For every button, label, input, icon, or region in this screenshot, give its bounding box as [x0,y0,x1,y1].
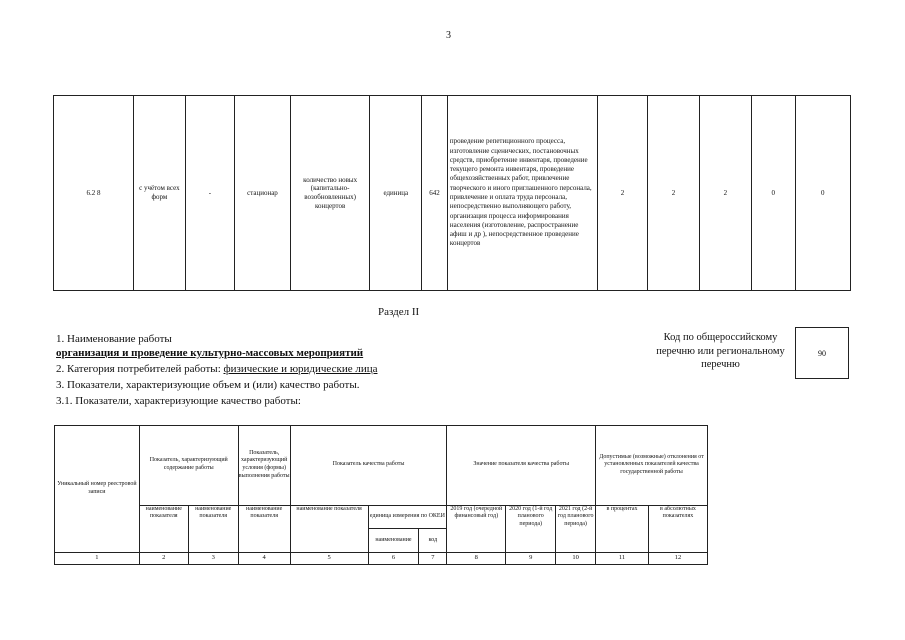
value-cell: 2 [699,96,751,291]
work-name-value: организация и проведение культурно-массовых мероприятий [56,347,364,359]
column-numbers-row [55,553,708,565]
subheader-2019: 2019 год (очередной финансовый год) [447,505,506,553]
work-description-cell: проведение репетиционного процесса, изготовление сценических, постановочных средств, приобретение инвентаря, проведение текущего ремонта инвентаря, проведение общехозяйственных работ, привлечение творческого и иного приглашенного персонала, привлечение и оплата труда персонала, непосредственно выполняющего работу, организация процесса информирования населения (изготовление, распространение афиш и др ), непосредственное проведение концертов [447,96,597,291]
subheader-percent: в процентах [596,505,649,553]
column-number: 11 [596,553,649,565]
indicator-name-cell: количество новых (капитально-возобновленных) концертов [290,96,370,291]
unit-cell: единица [370,96,422,291]
subheader-unit-code: код [419,528,447,552]
column-number: 7 [419,553,447,565]
column-number: 4 [238,553,290,565]
column-number: 6 [368,553,419,565]
code-box [795,327,849,379]
indicators-heading: 3. Показатели, характеризующие объем и (или) качество работы. [56,379,360,391]
section-title: Раздел II [378,306,420,318]
page-number: 3 [446,30,451,41]
column-number: 12 [648,553,707,565]
registry-code-cell: 6.2 8 [54,96,134,291]
table-row [54,96,851,291]
header-registry: Уникальный номер реестровой записи [55,426,140,553]
column-number: 3 [188,553,238,565]
value-cell: 2 [648,96,699,291]
quality-indicators-table [54,425,708,565]
subheader-name: наименование показателя [290,505,368,553]
subheader-name: наименование показателя [238,505,290,553]
header-value: Значение показателя качества работы [447,426,596,506]
table-subheader-row [55,505,708,528]
column-number: 2 [139,553,188,565]
content-cell: - [185,96,234,291]
header-deviation: Допустимые (возможные) отклонения от установленных показателей качества государственной работы [596,426,708,506]
code-value: 90 [818,348,826,358]
quality-indicators-heading: 3.1. Показатели, характеризующие качество работы: [56,395,301,407]
condition-cell: стационар [235,96,291,291]
subheader-2020: 2020 год (1-й год планового периода) [506,505,556,553]
table-header-row [55,426,708,506]
subheader-absolute: в абсолютных показателях [648,505,707,553]
work-name-label: 1. Наименование работы [56,333,172,345]
consumer-category [56,363,377,375]
value-cell: 2 [597,96,647,291]
subheader-unit-name: наименование [368,528,419,552]
header-quality: Показатель качества работы [290,426,447,506]
column-number: 9 [506,553,556,565]
subheader-name: наименование показателя [139,505,188,553]
subheader-name: наименование показателя [188,505,238,553]
code-label: Код по общероссийскому перечню или региональному перечню [656,332,785,371]
subheader-unit: единица измерения по ОКЕИ [368,505,447,528]
value-cell: 0 [752,96,796,291]
subheader-2021: 2021 год (2-й год планового периода) [556,505,596,553]
value-cell: 0 [795,96,850,291]
column-number: 8 [447,553,506,565]
column-number: 5 [290,553,368,565]
column-number: 1 [55,553,140,565]
consumer-category-label: 2. Категория потребителей работы: [56,363,224,375]
header-content: Показатель, характеризующий содержание работы [139,426,238,506]
consumer-category-value: физические и юридические лица [223,363,378,375]
unit-code-cell: 642 [422,96,448,291]
column-number: 10 [556,553,596,565]
work-volume-table [53,95,851,291]
header-conditions: Показатель, характеризующий условия (формы) выполнения работы [238,426,290,506]
content-cell: с учётом всех форм [134,96,186,291]
